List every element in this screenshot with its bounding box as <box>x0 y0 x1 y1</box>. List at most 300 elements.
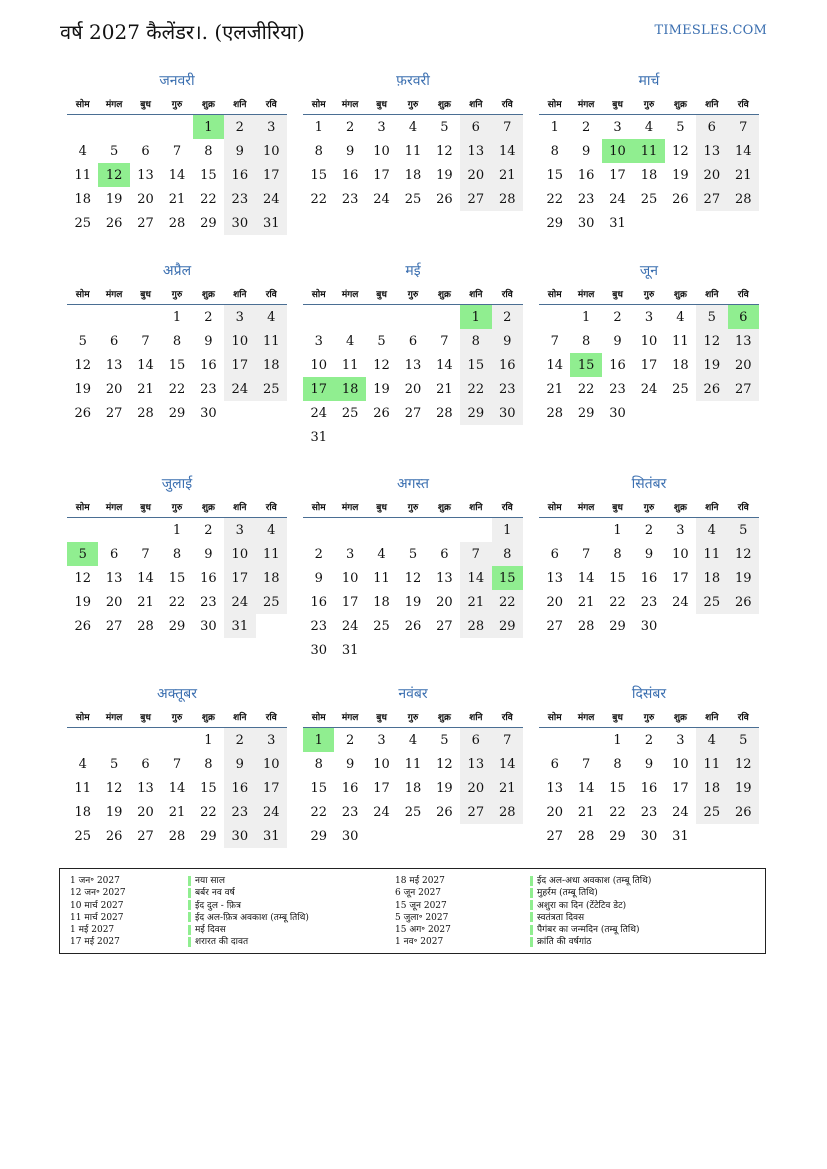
day-cell[interactable]: 3 <box>613 119 622 135</box>
day-cell[interactable]: 14 <box>577 570 595 586</box>
day-cell[interactable]: 13 <box>436 570 453 586</box>
day-cell[interactable]: 15 <box>609 780 626 796</box>
day-cell[interactable]: 1 <box>314 119 323 135</box>
day-cell[interactable]: 21 <box>546 381 563 397</box>
day-cell[interactable]: 6 <box>550 546 559 562</box>
day-cell[interactable]: 26 <box>728 800 759 824</box>
day-cell[interactable]: 5 <box>78 333 87 349</box>
day-cell[interactable]: 10 <box>224 542 255 566</box>
day-cell[interactable]: 8 <box>172 333 182 349</box>
day-cell[interactable]: 28 <box>728 187 759 211</box>
day-cell[interactable]: 25 <box>672 381 689 397</box>
day-cell[interactable]: 19 <box>404 594 422 610</box>
day-cell[interactable]: 15 <box>570 353 601 377</box>
day-cell[interactable]: 22 <box>310 804 327 820</box>
day-cell[interactable]: 19 <box>696 353 727 377</box>
day-cell[interactable]: 9 <box>581 143 591 159</box>
day-cell[interactable]: 14 <box>436 357 453 373</box>
day-cell[interactable]: 4 <box>78 143 87 159</box>
day-cell[interactable]: 27 <box>137 828 154 844</box>
day-cell[interactable]: 18 <box>334 377 365 401</box>
day-cell[interactable]: 31 <box>310 429 327 445</box>
day-cell[interactable]: 13 <box>696 139 727 163</box>
day-cell[interactable]: 25 <box>256 377 287 401</box>
day-cell[interactable]: 10 <box>256 139 287 163</box>
day-cell[interactable]: 11 <box>341 357 359 373</box>
day-cell[interactable]: 8 <box>172 546 182 562</box>
day-cell[interactable]: 20 <box>105 381 123 397</box>
day-cell[interactable]: 12 <box>373 357 390 373</box>
day-cell[interactable]: 4 <box>78 756 87 772</box>
day-cell[interactable]: 17 <box>256 163 287 187</box>
day-cell[interactable]: 2 <box>224 728 255 753</box>
day-cell[interactable]: 10 <box>672 546 689 562</box>
day-cell[interactable]: 25 <box>341 405 359 421</box>
day-cell[interactable]: 30 <box>492 401 523 425</box>
day-cell[interactable]: 5 <box>440 732 449 748</box>
day-cell[interactable]: 24 <box>224 590 255 614</box>
day-cell[interactable]: 23 <box>341 191 359 207</box>
day-cell[interactable]: 10 <box>672 756 689 772</box>
day-cell[interactable]: 4 <box>345 333 355 349</box>
day-cell[interactable]: 18 <box>373 594 390 610</box>
day-cell[interactable]: 27 <box>460 187 491 211</box>
day-cell[interactable]: 1 <box>303 728 334 753</box>
day-cell[interactable]: 9 <box>224 752 255 776</box>
day-cell[interactable]: 13 <box>137 167 154 183</box>
day-cell[interactable]: 31 <box>672 828 689 844</box>
day-cell[interactable]: 29 <box>168 618 186 634</box>
day-cell[interactable]: 29 <box>577 405 595 421</box>
day-cell[interactable]: 2 <box>581 119 591 135</box>
day-cell[interactable]: 11 <box>373 570 390 586</box>
day-cell[interactable]: 6 <box>408 333 418 349</box>
day-cell[interactable]: 28 <box>492 187 523 211</box>
day-cell[interactable]: 10 <box>341 570 359 586</box>
day-cell[interactable]: 21 <box>492 163 523 187</box>
day-cell[interactable]: 1 <box>172 309 182 325</box>
day-cell[interactable]: 19 <box>373 381 390 397</box>
day-cell[interactable]: 9 <box>204 333 213 349</box>
day-cell[interactable]: 2 <box>345 732 355 748</box>
day-cell[interactable]: 14 <box>137 357 154 373</box>
day-cell[interactable]: 29 <box>200 215 217 231</box>
day-cell[interactable]: 23 <box>577 191 595 207</box>
day-cell[interactable]: 3 <box>314 333 323 349</box>
day-cell[interactable]: 5 <box>109 756 119 772</box>
day-cell[interactable]: 7 <box>440 333 449 349</box>
day-cell[interactable]: 11 <box>696 752 727 776</box>
day-cell[interactable]: 18 <box>256 566 287 590</box>
day-cell[interactable]: 25 <box>256 590 287 614</box>
day-cell[interactable]: 26 <box>728 590 759 614</box>
day-cell[interactable]: 5 <box>728 518 759 543</box>
day-cell[interactable]: 19 <box>436 780 453 796</box>
day-cell[interactable]: 8 <box>613 756 622 772</box>
day-cell[interactable]: 27 <box>546 828 563 844</box>
day-cell[interactable]: 20 <box>460 163 491 187</box>
day-cell[interactable]: 31 <box>256 824 287 848</box>
day-cell[interactable]: 27 <box>404 405 422 421</box>
day-cell[interactable]: 24 <box>341 618 359 634</box>
day-cell[interactable]: 8 <box>204 143 213 159</box>
day-cell[interactable]: 15 <box>200 167 217 183</box>
day-cell[interactable]: 12 <box>105 780 123 796</box>
day-cell[interactable]: 20 <box>137 191 154 207</box>
day-cell[interactable]: 12 <box>436 143 453 159</box>
day-cell[interactable]: 16 <box>341 167 359 183</box>
day-cell[interactable]: 26 <box>105 828 123 844</box>
day-cell[interactable]: 17 <box>672 780 689 796</box>
day-cell[interactable]: 1 <box>172 522 182 538</box>
day-cell[interactable]: 17 <box>640 357 658 373</box>
day-cell[interactable]: 26 <box>436 191 453 207</box>
day-cell[interactable]: 26 <box>696 377 727 401</box>
day-cell[interactable]: 16 <box>224 776 255 800</box>
day-cell[interactable]: 3 <box>377 119 386 135</box>
day-cell[interactable]: 29 <box>609 828 626 844</box>
day-cell[interactable]: 2 <box>613 309 622 325</box>
day-cell[interactable]: 13 <box>105 357 123 373</box>
day-cell[interactable]: 7 <box>728 115 759 140</box>
day-cell[interactable]: 9 <box>224 139 255 163</box>
day-cell[interactable]: 23 <box>200 381 217 397</box>
day-cell[interactable]: 17 <box>609 167 626 183</box>
day-cell[interactable]: 17 <box>224 566 255 590</box>
day-cell[interactable]: 26 <box>436 804 453 820</box>
day-cell[interactable]: 5 <box>696 305 727 330</box>
day-cell[interactable]: 3 <box>345 546 355 562</box>
day-cell[interactable]: 3 <box>224 305 255 330</box>
day-cell[interactable]: 12 <box>404 570 422 586</box>
day-cell[interactable]: 8 <box>550 143 559 159</box>
day-cell[interactable]: 27 <box>137 215 154 231</box>
day-cell[interactable]: 21 <box>728 163 759 187</box>
day-cell[interactable]: 2 <box>644 522 654 538</box>
day-cell[interactable]: 25 <box>404 804 422 820</box>
day-cell[interactable]: 20 <box>728 353 759 377</box>
day-cell[interactable]: 26 <box>672 191 689 207</box>
day-cell[interactable]: 21 <box>168 191 186 207</box>
day-cell[interactable]: 24 <box>224 377 255 401</box>
day-cell[interactable]: 19 <box>728 776 759 800</box>
day-cell[interactable]: 16 <box>200 570 217 586</box>
day-cell[interactable]: 30 <box>640 828 658 844</box>
day-cell[interactable]: 8 <box>314 756 323 772</box>
day-cell[interactable]: 3 <box>224 518 255 543</box>
day-cell[interactable]: 16 <box>577 167 595 183</box>
day-cell[interactable]: 3 <box>377 732 386 748</box>
day-cell[interactable]: 7 <box>581 756 591 772</box>
day-cell[interactable]: 15 <box>200 780 217 796</box>
day-cell[interactable]: 23 <box>492 377 523 401</box>
day-cell[interactable]: 4 <box>408 119 418 135</box>
day-cell[interactable]: 9 <box>492 329 523 353</box>
day-cell[interactable]: 30 <box>224 211 255 235</box>
day-cell[interactable]: 11 <box>256 542 287 566</box>
day-cell[interactable]: 30 <box>577 215 595 231</box>
day-cell[interactable]: 18 <box>640 167 658 183</box>
day-cell[interactable]: 6 <box>460 115 491 140</box>
day-cell[interactable]: 14 <box>492 139 523 163</box>
day-cell[interactable]: 27 <box>105 405 123 421</box>
day-cell[interactable]: 24 <box>640 381 658 397</box>
day-cell[interactable]: 30 <box>640 618 658 634</box>
day-cell[interactable]: 1 <box>613 522 622 538</box>
day-cell[interactable]: 30 <box>310 642 327 658</box>
day-cell[interactable]: 7 <box>550 333 559 349</box>
day-cell[interactable]: 4 <box>256 305 287 330</box>
day-cell[interactable]: 1 <box>492 518 523 543</box>
day-cell[interactable]: 22 <box>577 381 595 397</box>
day-cell[interactable]: 18 <box>696 566 727 590</box>
day-cell[interactable]: 16 <box>200 357 217 373</box>
day-cell[interactable]: 4 <box>696 518 727 543</box>
day-cell[interactable]: 2 <box>314 546 323 562</box>
day-cell[interactable]: 23 <box>640 594 658 610</box>
day-cell[interactable]: 24 <box>672 594 689 610</box>
day-cell[interactable]: 17 <box>256 776 287 800</box>
day-cell[interactable]: 23 <box>200 594 217 610</box>
day-cell[interactable]: 9 <box>314 570 323 586</box>
day-cell[interactable]: 27 <box>460 800 491 824</box>
day-cell[interactable]: 3 <box>676 522 685 538</box>
day-cell[interactable]: 15 <box>168 570 186 586</box>
day-cell[interactable]: 29 <box>492 614 523 638</box>
day-cell[interactable]: 10 <box>256 752 287 776</box>
day-cell[interactable]: 8 <box>460 329 491 353</box>
day-cell[interactable]: 5 <box>440 119 449 135</box>
day-cell[interactable]: 22 <box>168 594 186 610</box>
day-cell[interactable]: 22 <box>200 191 217 207</box>
day-cell[interactable]: 7 <box>141 546 150 562</box>
day-cell[interactable]: 29 <box>460 401 491 425</box>
day-cell[interactable]: 1 <box>581 309 591 325</box>
day-cell[interactable]: 23 <box>224 800 255 824</box>
day-cell[interactable]: 26 <box>105 215 123 231</box>
day-cell[interactable]: 30 <box>609 405 626 421</box>
day-cell[interactable]: 18 <box>74 191 91 207</box>
day-cell[interactable]: 16 <box>310 594 327 610</box>
day-cell[interactable]: 20 <box>137 804 154 820</box>
day-cell[interactable]: 30 <box>224 824 255 848</box>
day-cell[interactable]: 10 <box>640 333 658 349</box>
day-cell[interactable]: 23 <box>609 381 626 397</box>
day-cell[interactable]: 14 <box>460 566 491 590</box>
day-cell[interactable]: 6 <box>728 305 759 330</box>
day-cell[interactable]: 11 <box>633 139 664 163</box>
day-cell[interactable]: 17 <box>373 167 390 183</box>
day-cell[interactable]: 17 <box>373 780 390 796</box>
day-cell[interactable]: 28 <box>436 405 453 421</box>
day-cell[interactable]: 18 <box>404 780 422 796</box>
day-cell[interactable]: 11 <box>256 329 287 353</box>
day-cell[interactable]: 4 <box>256 518 287 543</box>
day-cell[interactable]: 11 <box>672 333 689 349</box>
day-cell[interactable]: 18 <box>74 804 91 820</box>
day-cell[interactable]: 8 <box>314 143 323 159</box>
day-cell[interactable]: 21 <box>137 381 154 397</box>
day-cell[interactable]: 13 <box>404 357 422 373</box>
day-cell[interactable]: 19 <box>74 594 91 610</box>
day-cell[interactable]: 6 <box>460 728 491 753</box>
day-cell[interactable]: 5 <box>67 542 98 566</box>
day-cell[interactable]: 27 <box>696 187 727 211</box>
day-cell[interactable]: 24 <box>310 405 327 421</box>
day-cell[interactable]: 12 <box>696 329 727 353</box>
day-cell[interactable]: 5 <box>408 546 418 562</box>
day-cell[interactable]: 9 <box>644 756 654 772</box>
day-cell[interactable]: 24 <box>609 191 626 207</box>
day-cell[interactable]: 11 <box>74 167 91 183</box>
day-cell[interactable]: 12 <box>728 752 759 776</box>
day-cell[interactable]: 16 <box>640 780 658 796</box>
day-cell[interactable]: 6 <box>440 546 449 562</box>
day-cell[interactable]: 10 <box>602 139 633 163</box>
day-cell[interactable]: 28 <box>460 614 491 638</box>
day-cell[interactable]: 27 <box>105 618 123 634</box>
day-cell[interactable]: 20 <box>105 594 123 610</box>
day-cell[interactable]: 7 <box>172 143 182 159</box>
day-cell[interactable]: 9 <box>644 546 654 562</box>
day-cell[interactable]: 14 <box>492 752 523 776</box>
day-cell[interactable]: 5 <box>377 333 386 349</box>
day-cell[interactable]: 19 <box>436 167 453 183</box>
day-cell[interactable]: 13 <box>137 780 154 796</box>
day-cell[interactable]: 26 <box>74 405 91 421</box>
day-cell[interactable]: 28 <box>577 828 595 844</box>
day-cell[interactable]: 23 <box>224 187 255 211</box>
day-cell[interactable]: 20 <box>436 594 453 610</box>
day-cell[interactable]: 13 <box>546 780 563 796</box>
day-cell[interactable]: 4 <box>696 728 727 753</box>
day-cell[interactable]: 10 <box>373 143 390 159</box>
day-cell[interactable]: 22 <box>492 590 523 614</box>
day-cell[interactable]: 14 <box>728 139 759 163</box>
day-cell[interactable]: 22 <box>200 804 217 820</box>
day-cell[interactable]: 26 <box>404 618 422 634</box>
day-cell[interactable]: 10 <box>310 357 327 373</box>
day-cell[interactable]: 7 <box>460 542 491 566</box>
day-cell[interactable]: 9 <box>345 756 355 772</box>
day-cell[interactable]: 4 <box>377 546 386 562</box>
day-cell[interactable]: 12 <box>728 542 759 566</box>
day-cell[interactable]: 6 <box>550 756 559 772</box>
day-cell[interactable]: 6 <box>109 333 119 349</box>
day-cell[interactable]: 19 <box>105 191 123 207</box>
day-cell[interactable]: 12 <box>436 756 453 772</box>
day-cell[interactable]: 9 <box>345 143 355 159</box>
day-cell[interactable]: 3 <box>256 115 287 140</box>
day-cell[interactable]: 22 <box>546 191 563 207</box>
day-cell[interactable]: 1 <box>460 305 491 330</box>
day-cell[interactable]: 22 <box>310 191 327 207</box>
day-cell[interactable]: 27 <box>546 618 563 634</box>
day-cell[interactable]: 12 <box>74 570 91 586</box>
day-cell[interactable]: 16 <box>224 163 255 187</box>
day-cell[interactable]: 16 <box>492 353 523 377</box>
day-cell[interactable]: 27 <box>436 618 453 634</box>
day-cell[interactable]: 19 <box>105 804 123 820</box>
day-cell[interactable]: 9 <box>204 546 213 562</box>
day-cell[interactable]: 25 <box>404 191 422 207</box>
day-cell[interactable]: 21 <box>577 804 595 820</box>
day-cell[interactable]: 19 <box>672 167 689 183</box>
day-cell[interactable]: 29 <box>168 405 186 421</box>
day-cell[interactable]: 15 <box>609 570 626 586</box>
day-cell[interactable]: 23 <box>310 618 327 634</box>
day-cell[interactable]: 27 <box>728 377 759 401</box>
day-cell[interactable]: 31 <box>224 614 255 638</box>
day-cell[interactable]: 28 <box>577 618 595 634</box>
day-cell[interactable]: 21 <box>168 804 186 820</box>
day-cell[interactable]: 30 <box>200 405 217 421</box>
day-cell[interactable]: 18 <box>404 167 422 183</box>
day-cell[interactable]: 7 <box>492 728 523 753</box>
day-cell[interactable]: 13 <box>460 752 491 776</box>
day-cell[interactable]: 30 <box>200 618 217 634</box>
day-cell[interactable]: 5 <box>109 143 119 159</box>
day-cell[interactable]: 26 <box>373 405 390 421</box>
day-cell[interactable]: 29 <box>310 828 327 844</box>
day-cell[interactable]: 2 <box>345 119 355 135</box>
day-cell[interactable]: 6 <box>109 546 119 562</box>
day-cell[interactable]: 15 <box>492 566 523 590</box>
day-cell[interactable]: 1 <box>613 732 622 748</box>
day-cell[interactable]: 14 <box>168 780 186 796</box>
day-cell[interactable]: 31 <box>609 215 626 231</box>
day-cell[interactable]: 18 <box>256 353 287 377</box>
day-cell[interactable]: 2 <box>204 309 213 325</box>
day-cell[interactable]: 28 <box>168 828 186 844</box>
day-cell[interactable]: 18 <box>696 776 727 800</box>
day-cell[interactable]: 6 <box>696 115 727 140</box>
day-cell[interactable]: 13 <box>728 329 759 353</box>
day-cell[interactable]: 4 <box>644 119 654 135</box>
day-cell[interactable]: 1 <box>550 119 559 135</box>
day-cell[interactable]: 26 <box>74 618 91 634</box>
day-cell[interactable]: 3 <box>644 309 654 325</box>
day-cell[interactable]: 12 <box>672 143 689 159</box>
day-cell[interactable]: 31 <box>256 211 287 235</box>
day-cell[interactable]: 20 <box>546 804 563 820</box>
day-cell[interactable]: 28 <box>492 800 523 824</box>
day-cell[interactable]: 23 <box>341 804 359 820</box>
day-cell[interactable]: 22 <box>609 594 626 610</box>
day-cell[interactable]: 25 <box>74 215 91 231</box>
day-cell[interactable]: 25 <box>640 191 658 207</box>
day-cell[interactable]: 2 <box>492 305 523 330</box>
day-cell[interactable]: 31 <box>341 642 359 658</box>
day-cell[interactable]: 17 <box>672 570 689 586</box>
day-cell[interactable]: 25 <box>373 618 390 634</box>
day-cell[interactable]: 10 <box>224 329 255 353</box>
day-cell[interactable]: 24 <box>256 187 287 211</box>
day-cell[interactable]: 29 <box>609 618 626 634</box>
day-cell[interactable]: 2 <box>204 522 213 538</box>
day-cell[interactable]: 23 <box>640 804 658 820</box>
day-cell[interactable]: 28 <box>168 215 186 231</box>
day-cell[interactable]: 22 <box>460 377 491 401</box>
day-cell[interactable]: 11 <box>404 756 422 772</box>
day-cell[interactable]: 11 <box>74 780 91 796</box>
day-cell[interactable]: 16 <box>341 780 359 796</box>
day-cell[interactable]: 5 <box>728 728 759 753</box>
day-cell[interactable]: 12 <box>98 163 129 187</box>
day-cell[interactable]: 17 <box>303 377 334 401</box>
day-cell[interactable]: 1 <box>204 732 213 748</box>
day-cell[interactable]: 28 <box>137 405 154 421</box>
